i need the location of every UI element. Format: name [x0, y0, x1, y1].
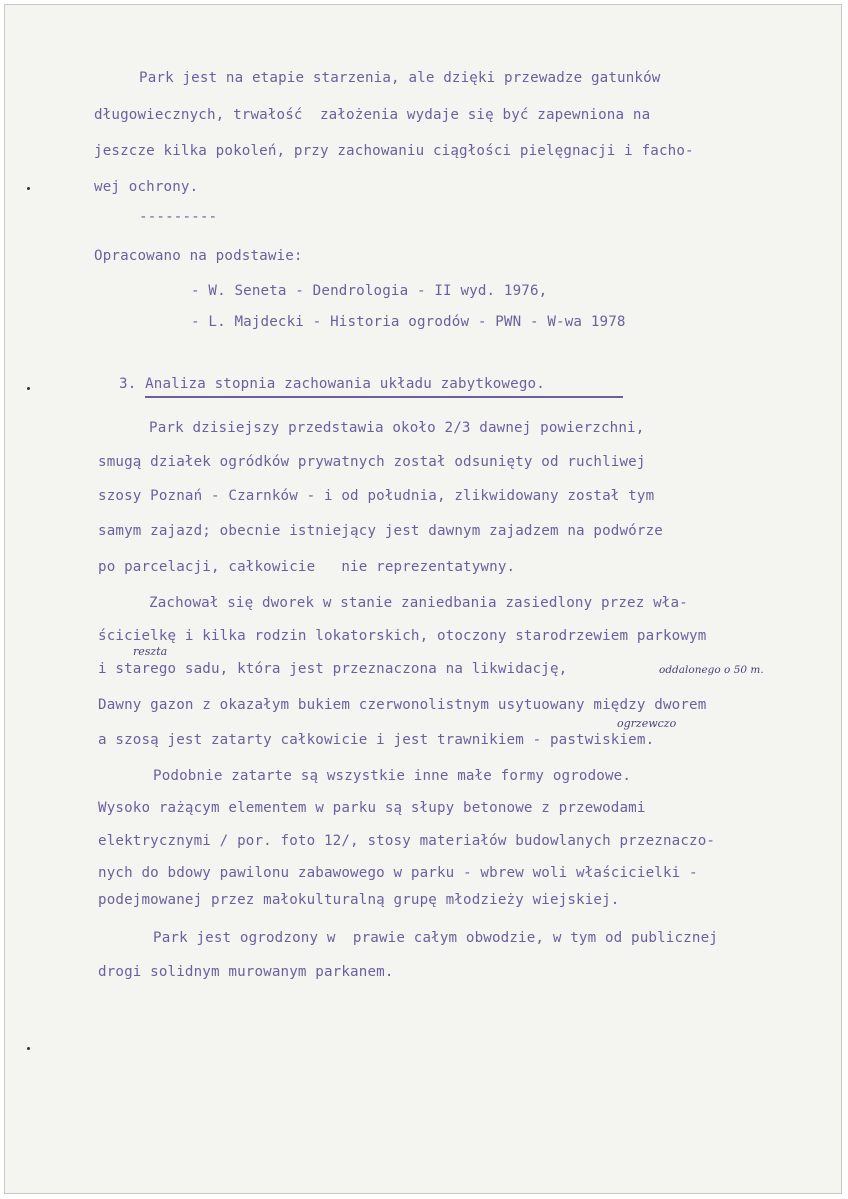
text-line: samym zajazd; obecnie istniejący jest dawnym zajadzem na podwórze [98, 523, 663, 539]
source-item: - L. Majdecki - Historia ogrodów - PWN - W-wa 1978 [191, 314, 626, 330]
text-line: Wysoko rażącym elementem w parku są słupy betonowe z przewodami [98, 800, 646, 816]
text-line: smugą działek ogródków prywatnych został odsunięty od ruchliwej [98, 454, 646, 470]
handwritten-note: reszta [133, 645, 168, 658]
margin-dot [27, 1047, 30, 1050]
text-line: Park jest ogrodzony w prawie całym obwodzie, w tym od publicznej [153, 930, 718, 946]
text-line: Podobnie zatarte są wszystkie inne małe formy ogrodowe. [153, 768, 632, 784]
text-line: ścicielkę i kilka rodzin lokatorskich, otoczony starodrzewiem parkowym [98, 628, 707, 644]
text-line: drogi solidnym murowanym parkanem. [98, 964, 394, 980]
text-line: i starego sadu, która jest przeznaczona na likwidację, [98, 661, 568, 677]
text-line: Park jest na etapie starzenia, ale dzięki przewadze gatunków [139, 70, 661, 86]
text-line: Dawny gazon z okazałym bukiem czerwonolistnym usytuowany między dworem [98, 697, 707, 713]
handwritten-note: oddalonego o 50 m. [659, 664, 764, 676]
separator-dashes: --------- [139, 209, 218, 225]
text-line: długowiecznych, trwałość założenia wydaje się być zapewniona na [94, 107, 651, 123]
margin-dot [27, 387, 30, 390]
text-line: po parcelacji, całkowicie nie reprezentatywny. [98, 559, 516, 575]
text-line: a szosą jest zatarty całkowicie i jest trawnikiem - pastwiskiem. [98, 732, 655, 748]
sources-heading: Opracowano na podstawie: [94, 248, 303, 264]
text-line: nych do bdowy pawilonu zabawowego w parku - wbrew woli właścicielki - [98, 865, 698, 881]
text-line: Park dzisiejszy przedstawia około 2/3 dawnej powierzchni, [149, 420, 645, 436]
text-line: elektrycznymi / por. foto 12/, stosy materiałów budowlanych przeznaczo- [98, 833, 716, 849]
source-item: - W. Seneta - Dendrologia - II wyd. 1976, [191, 283, 548, 299]
section-heading: 3. Analiza stopnia zachowania układu zabytkowego. [119, 376, 545, 392]
document-page [4, 4, 842, 1194]
text-line: Zachował się dworek w stanie zaniedbania zasiedlony przez wła- [149, 595, 688, 611]
margin-dot [27, 187, 30, 190]
text-line: jeszcze kilka pokoleń, przy zachowaniu ciągłości pielęgnacji i facho- [94, 143, 694, 159]
heading-underline [145, 396, 623, 398]
text-line: podejmowanej przez małokulturalną grupę młodzieży wiejskiej. [98, 892, 620, 908]
handwritten-note: ogrzewczo [617, 717, 677, 730]
text-line: wej ochrony. [94, 179, 199, 195]
text-line: szosy Poznań - Czarnków - i od południa, zlikwidowany został tym [98, 488, 655, 504]
